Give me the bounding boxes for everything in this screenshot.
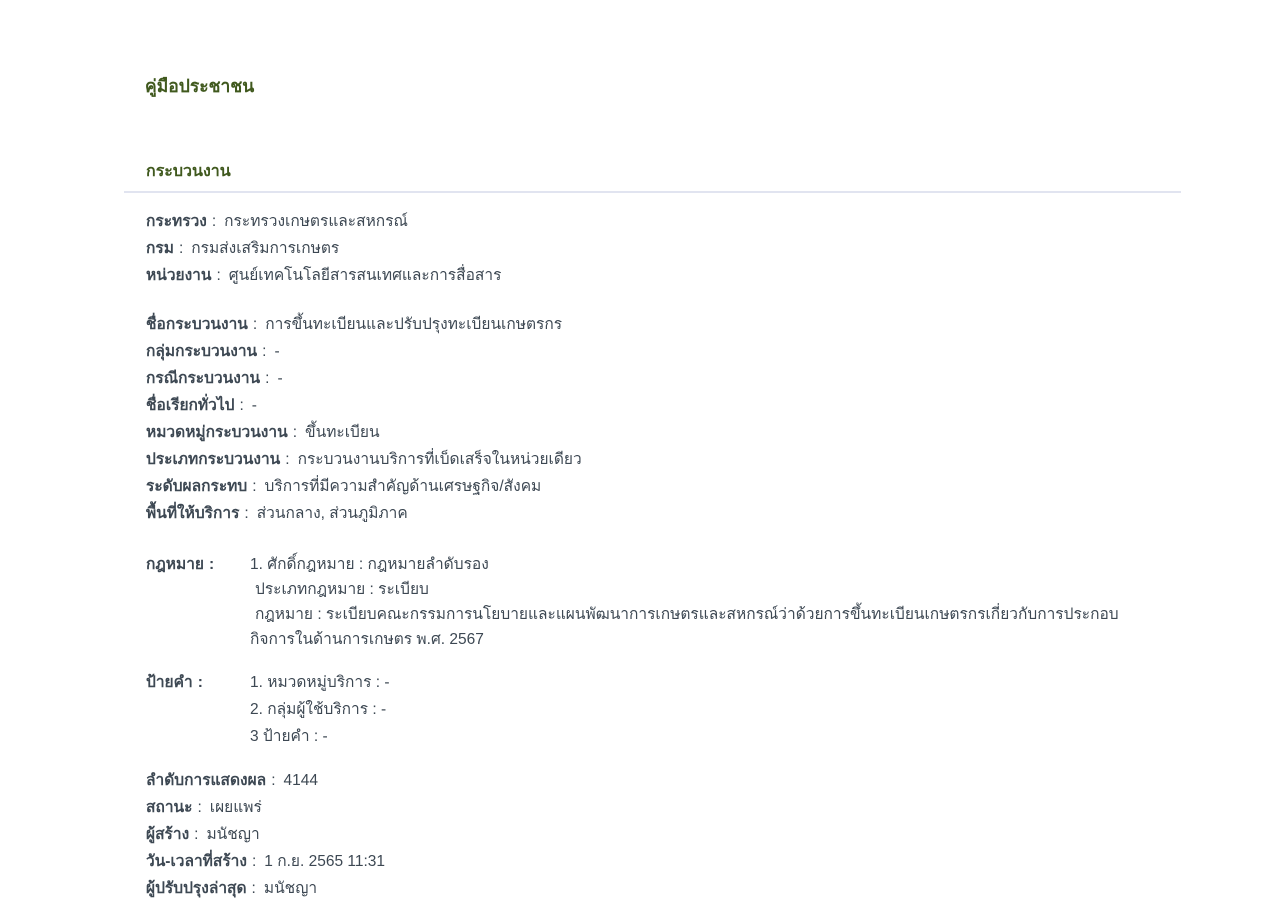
page-title: คู่มือประชาชน [145, 76, 255, 96]
field-row-process-type [146, 446, 1181, 473]
colon-separator: : [194, 826, 199, 843]
tag-line: 3 ป้ายคำ : - [250, 728, 328, 745]
field-label: กลุ่มกระบวนงาน [146, 343, 258, 360]
field-row-last-updater [146, 875, 1181, 900]
field-label: วัน-เวลาที่สร้าง [146, 853, 247, 870]
colon-separator: : [178, 240, 184, 257]
colon-separator: : [244, 505, 249, 522]
field-row-display-order [146, 767, 1181, 794]
colon-separator: : [252, 478, 257, 495]
field-value: 4144 [283, 772, 318, 789]
field-row-service-area [146, 500, 1181, 527]
field-row-ministry [146, 208, 1181, 235]
field-value: - [274, 343, 280, 360]
tag-line: 2. กลุ่มผู้ใช้บริการ : - [250, 701, 387, 718]
field-label: กฎหมาย [146, 556, 205, 573]
field-label: ผู้สร้าง [146, 826, 190, 843]
colon-separator: : [197, 799, 202, 816]
section-divider [124, 191, 1181, 193]
field-label: ผู้ปรับปรุงล่าสุด [146, 880, 247, 897]
field-row-process-category [146, 419, 1181, 446]
field-row-impact-level [146, 473, 1181, 500]
field-value: กระทรวงเกษตรและสหกรณ์ [224, 213, 408, 230]
field-label: ระดับผลกระทบ [146, 478, 248, 495]
field-value: 1 ก.ย. 2565 11:31 [264, 853, 386, 870]
field-row-process-group [146, 338, 1181, 365]
field-value: มนัชญา [206, 826, 260, 843]
field-label: ชื่อกระบวนงาน [146, 316, 248, 333]
colon-separator: : [252, 316, 258, 333]
colon-separator: : [292, 424, 297, 441]
colon-separator: : [271, 772, 276, 789]
field-value: - [277, 370, 283, 387]
colon-separator: : [211, 213, 217, 230]
law-block [124, 552, 1181, 652]
status-value: เผยแพร่ [209, 799, 262, 816]
field-label: หมวดหมู่กระบวนงาน [146, 424, 288, 441]
law-line: กฎหมาย : ระเบียบคณะกรรมการนโยบายและแผนพัฒนาการเกษตรและสหกรณ์ว่าด้วยการขึ้นทะเบียนเกษตรกรเกี่ยวกับการประกอบกิจการในด้านการเกษตร พ.ศ. 2567 [250, 606, 1119, 648]
colon-separator: : [216, 267, 221, 284]
colon-separator: : [251, 880, 256, 897]
field-value: มนัชญา [263, 880, 318, 897]
agency-fields-group [124, 208, 1181, 289]
law-line: 1. ศักดิ์กฎหมาย : กฎหมายลำดับรอง [250, 556, 489, 573]
field-row-common-name [146, 392, 1181, 419]
section-title: กระบวนงาน [146, 163, 231, 180]
tag-line: 1. หมวดหมู่บริการ : - [250, 674, 390, 691]
process-section [124, 161, 1181, 900]
law-block-label [146, 552, 250, 577]
field-row-process-case [146, 365, 1181, 392]
field-row-process-name [146, 311, 1181, 338]
field-row-department [146, 235, 1181, 262]
field-label: ลำดับการแสดงผล [146, 772, 267, 789]
field-row-agency [146, 262, 1181, 289]
colon-separator: : [197, 674, 203, 691]
field-row-status [146, 794, 1181, 821]
colon-separator: : [262, 343, 267, 360]
field-value: กระบวนงานบริการที่เบ็ดเสร็จในหน่วยเดียว [297, 451, 582, 468]
meta-fields-group [124, 767, 1181, 900]
law-line: ประเภทกฎหมาย : ระเบียบ [255, 581, 429, 598]
field-row-created-datetime [146, 848, 1181, 875]
tag-block-lines [250, 669, 1152, 750]
field-label: พื้นที่ให้บริการ [146, 505, 240, 522]
colon-separator: : [251, 853, 257, 870]
field-label: ประเภทกระบวนงาน [146, 451, 281, 468]
field-value: ศูนย์เทคโนโลยีสารสนเทศและการสื่อสาร [228, 267, 502, 284]
field-value: บริการที่มีความสำคัญด้านเศรษฐกิจ/สังคม [264, 478, 542, 495]
field-label: กระทรวง [146, 213, 207, 230]
tag-block-label [146, 669, 250, 696]
tag-block [124, 669, 1181, 750]
field-label: หน่วยงาน [146, 267, 212, 284]
field-value: ขึ้นทะเบียน [305, 424, 380, 441]
colon-separator: : [239, 397, 244, 414]
field-label: กรม [146, 240, 174, 257]
colon-separator: : [265, 370, 270, 387]
law-block-lines [250, 552, 1152, 652]
colon-separator: : [285, 451, 290, 468]
process-fields-group [124, 311, 1181, 527]
field-label: สถานะ [146, 799, 193, 816]
field-value: - [251, 397, 257, 414]
colon-separator: : [209, 556, 215, 573]
field-value: กรมส่งเสริมการเกษตร [191, 240, 340, 257]
field-label: ป้ายคำ [146, 674, 193, 691]
field-value: ส่วนกลาง, ส่วนภูมิภาค [256, 505, 408, 522]
field-row-creator [146, 821, 1181, 848]
field-value: การขึ้นทะเบียนและปรับปรุงทะเบียนเกษตรกร [265, 316, 563, 333]
field-label: ชื่อเรียกทั่วไป [146, 397, 235, 414]
field-label: กรณีกระบวนงาน [146, 370, 261, 387]
